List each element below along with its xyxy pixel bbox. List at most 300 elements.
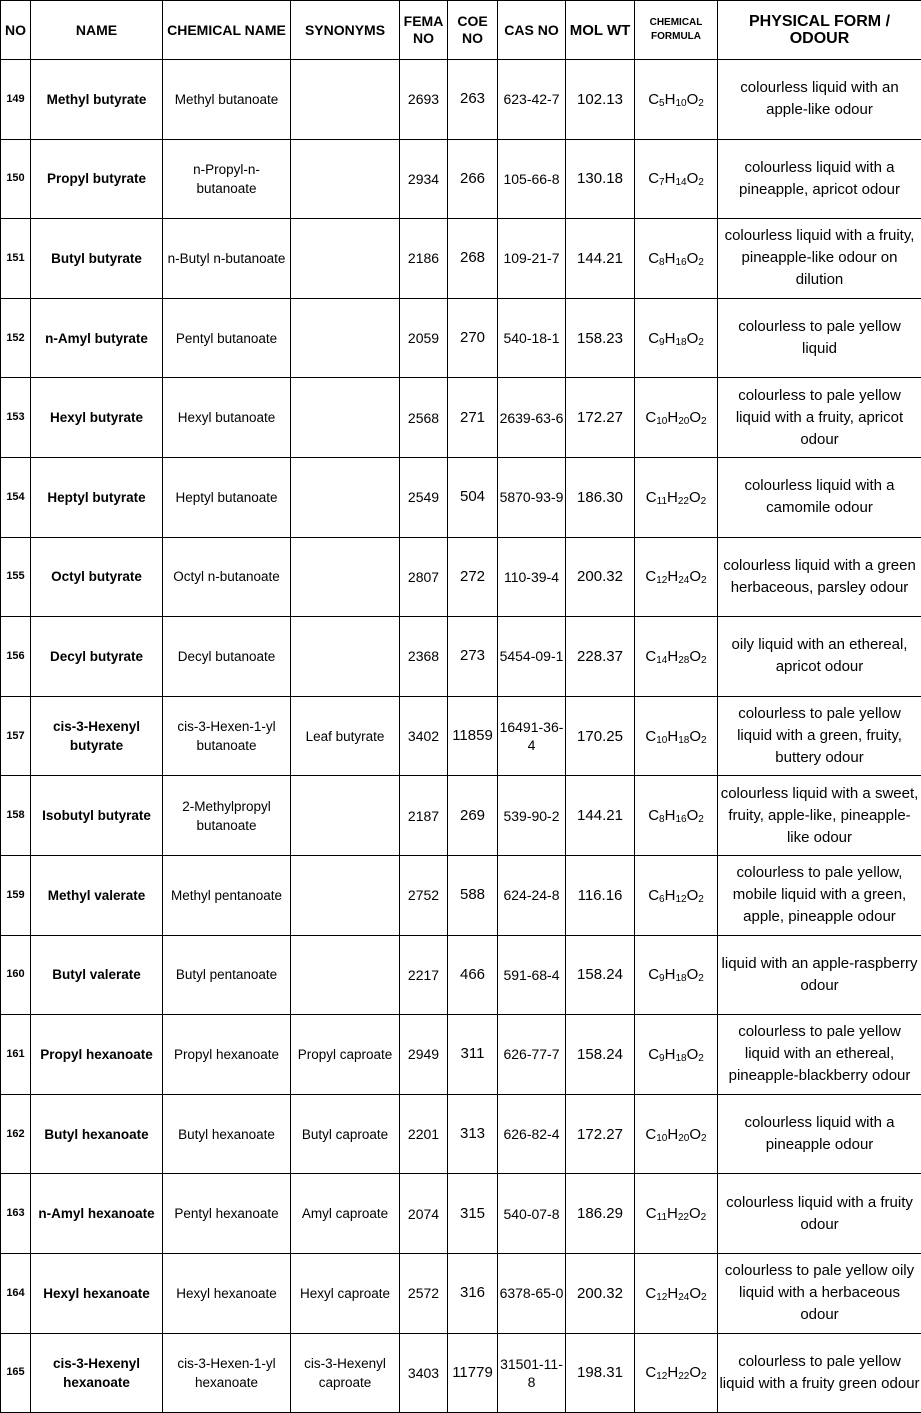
cell-chemical-formula	[635, 617, 718, 697]
table-row	[1, 219, 921, 299]
cell-chemical-name: 2-Methylpropyl butanoate	[163, 776, 291, 856]
cell-no: 154	[1, 457, 31, 537]
cell-chemical-name: Pentyl butanoate	[163, 298, 291, 378]
formula-element: C	[648, 1046, 659, 1063]
cell-synonyms	[291, 776, 400, 856]
formula-element: H	[667, 1126, 678, 1143]
formula-count: 20	[678, 416, 689, 427]
formula-element: C	[648, 330, 659, 347]
formula-element: O	[687, 250, 699, 267]
cell-fema-no: 2949	[400, 1015, 448, 1095]
cell-name: Decyl butyrate	[31, 617, 163, 697]
cell-fema-no: 2934	[400, 139, 448, 219]
cell-no: 164	[1, 1253, 31, 1333]
formula-count: 28	[678, 655, 689, 666]
table-row	[1, 537, 921, 617]
cell-synonyms	[291, 457, 400, 537]
cell-synonyms	[291, 139, 400, 219]
formula-element: H	[667, 1285, 678, 1302]
formula-element: H	[665, 887, 676, 904]
formula-element: H	[667, 728, 678, 745]
formula-count: 18	[675, 1053, 686, 1064]
cell-mol-wt: 172.27	[566, 1094, 635, 1174]
cell-chemical-formula	[635, 1253, 718, 1333]
formula-element: C	[645, 409, 656, 426]
cell-fema-no: 2201	[400, 1094, 448, 1174]
cell-no: 152	[1, 298, 31, 378]
cell-mol-wt: 170.25	[566, 696, 635, 776]
table-row	[1, 776, 921, 856]
formula-element: O	[687, 170, 699, 187]
cell-coe-no: 11779	[448, 1333, 498, 1413]
cell-coe-no: 316	[448, 1253, 498, 1333]
formula-element: H	[667, 489, 678, 506]
cell-chemical-formula	[635, 219, 718, 299]
table-row	[1, 139, 921, 219]
cell-chemical-name: n-Butyl n-butanoate	[163, 219, 291, 299]
cell-chemical-name: Butyl pentanoate	[163, 935, 291, 1015]
cell-synonyms	[291, 617, 400, 697]
cell-cas-no: 109-21-7	[498, 219, 566, 299]
cell-chemical-formula	[635, 60, 718, 140]
formula-count: 22	[678, 1212, 689, 1223]
cell-no: 159	[1, 855, 31, 935]
cell-fema-no: 2549	[400, 457, 448, 537]
formula-count: 8	[659, 814, 665, 825]
cell-cas-no: 2639-63-6	[498, 378, 566, 458]
table-row	[1, 378, 921, 458]
table-body	[1, 60, 921, 1413]
formula-count: 2	[698, 973, 704, 984]
cell-name: n-Amyl butyrate	[31, 298, 163, 378]
formula-element: O	[687, 330, 699, 347]
cell-cas-no: 591-68-4	[498, 935, 566, 1015]
cell-chemical-name: Methyl butanoate	[163, 60, 291, 140]
formula-element: O	[689, 648, 701, 665]
cell-physical-form: colourless liquid with a camomile odour	[718, 457, 921, 537]
formula-count: 24	[678, 575, 689, 586]
cell-mol-wt: 116.16	[566, 855, 635, 935]
cell-mol-wt: 186.29	[566, 1174, 635, 1254]
cell-chemical-name: n-Propyl-n-butanoate	[163, 139, 291, 219]
cell-name: Octyl butyrate	[31, 537, 163, 617]
formula-element: H	[665, 1046, 676, 1063]
formula-count: 10	[656, 735, 667, 746]
cell-mol-wt: 130.18	[566, 139, 635, 219]
cell-physical-form: colourless liquid with a fruity, pineapple-like odour on dilution	[718, 219, 921, 299]
cell-mol-wt: 144.21	[566, 219, 635, 299]
cell-fema-no: 2186	[400, 219, 448, 299]
formula-count: 24	[678, 1292, 689, 1303]
formula-count: 2	[701, 1371, 707, 1382]
cell-mol-wt: 102.13	[566, 60, 635, 140]
cell-physical-form: colourless liquid with an apple-like odour	[718, 60, 921, 140]
cell-chemical-formula	[635, 457, 718, 537]
header-synonyms: SYNONYMS	[291, 1, 400, 60]
cell-physical-form: colourless to pale yellow liquid	[718, 298, 921, 378]
formula-element: O	[687, 91, 699, 108]
cell-mol-wt: 158.24	[566, 1015, 635, 1095]
cell-no: 161	[1, 1015, 31, 1095]
cell-physical-form: colourless liquid with a pineapple, apricot odour	[718, 139, 921, 219]
cell-chemical-name: Octyl n-butanoate	[163, 537, 291, 617]
cell-fema-no: 2059	[400, 298, 448, 378]
cell-fema-no: 2807	[400, 537, 448, 617]
formula-element: O	[689, 1205, 701, 1222]
table-row	[1, 855, 921, 935]
table-row	[1, 935, 921, 1015]
cell-name: Isobutyl butyrate	[31, 776, 163, 856]
header-row	[1, 1, 921, 60]
formula-element: C	[645, 568, 656, 585]
formula-element: H	[667, 568, 678, 585]
formula-count: 10	[656, 1133, 667, 1144]
cell-chemical-formula	[635, 1174, 718, 1254]
cell-physical-form: oily liquid with an ethereal, apricot odour	[718, 617, 921, 697]
formula-element: C	[646, 1205, 657, 1222]
formula-element: O	[687, 1046, 699, 1063]
formula-count: 10	[675, 98, 686, 109]
cell-coe-no: 270	[448, 298, 498, 378]
cell-fema-no: 2074	[400, 1174, 448, 1254]
cell-coe-no: 272	[448, 537, 498, 617]
cell-chemical-name: Methyl pentanoate	[163, 855, 291, 935]
formula-count: 2	[701, 735, 707, 746]
cell-cas-no: 5454-09-1	[498, 617, 566, 697]
cell-fema-no: 2217	[400, 935, 448, 1015]
table-row	[1, 1253, 921, 1333]
cell-cas-no: 6378-65-0	[498, 1253, 566, 1333]
formula-element: C	[648, 807, 659, 824]
cell-cas-no: 110-39-4	[498, 537, 566, 617]
table-row	[1, 1174, 921, 1254]
cell-cas-no: 624-24-8	[498, 855, 566, 935]
cell-no: 163	[1, 1174, 31, 1254]
header-chemical-formula: CHEMICAL FORMULA	[635, 1, 718, 60]
cell-physical-form: colourless to pale yellow oily liquid with a herbaceous odour	[718, 1253, 921, 1333]
formula-element: H	[667, 648, 678, 665]
cell-physical-form: colourless to pale yellow liquid with a green, fruity, buttery odour	[718, 696, 921, 776]
formula-element: O	[687, 966, 699, 983]
cell-fema-no: 2752	[400, 855, 448, 935]
formula-element: O	[689, 1364, 701, 1381]
cell-coe-no: 466	[448, 935, 498, 1015]
cell-mol-wt: 228.37	[566, 617, 635, 697]
formula-element: H	[665, 330, 676, 347]
cell-chemical-formula	[635, 1333, 718, 1413]
cell-mol-wt: 186.30	[566, 457, 635, 537]
cell-chemical-formula	[635, 378, 718, 458]
formula-count: 12	[675, 894, 686, 905]
formula-element: H	[667, 1205, 678, 1222]
cell-cas-no: 626-82-4	[498, 1094, 566, 1174]
formula-count: 22	[678, 1371, 689, 1382]
cell-coe-no: 268	[448, 219, 498, 299]
header-name: NAME	[31, 1, 163, 60]
cell-mol-wt: 144.21	[566, 776, 635, 856]
formula-element: C	[648, 250, 659, 267]
cell-chemical-formula	[635, 1094, 718, 1174]
formula-element: C	[645, 728, 656, 745]
cell-name: Propyl butyrate	[31, 139, 163, 219]
cell-no: 151	[1, 219, 31, 299]
cell-no: 153	[1, 378, 31, 458]
formula-count: 9	[659, 973, 665, 984]
formula-count: 10	[656, 416, 667, 427]
cell-physical-form: colourless liquid with a green herbaceous, parsley odour	[718, 537, 921, 617]
cell-cas-no: 31501-11-8	[498, 1333, 566, 1413]
cell-synonyms	[291, 298, 400, 378]
formula-element: H	[665, 170, 676, 187]
cell-name: cis-3-Hexenyl hexanoate	[31, 1333, 163, 1413]
cell-physical-form: colourless liquid with a sweet, fruity, apple-like, pineapple-like odour	[718, 776, 921, 856]
formula-count: 16	[675, 257, 686, 268]
cell-fema-no: 2572	[400, 1253, 448, 1333]
formula-count: 2	[698, 177, 704, 188]
cell-name: Butyl butyrate	[31, 219, 163, 299]
cell-chemical-name: Hexyl hexanoate	[163, 1253, 291, 1333]
cell-synonyms	[291, 219, 400, 299]
cell-synonyms	[291, 855, 400, 935]
cell-no: 150	[1, 139, 31, 219]
cell-chemical-formula	[635, 139, 718, 219]
header-cas-no: CAS NO	[498, 1, 566, 60]
cell-chemical-formula	[635, 696, 718, 776]
formula-element: O	[689, 1126, 701, 1143]
cell-coe-no: 313	[448, 1094, 498, 1174]
table-row	[1, 1333, 921, 1413]
formula-count: 2	[701, 575, 707, 586]
formula-element: O	[687, 807, 699, 824]
formula-element: C	[648, 966, 659, 983]
cell-physical-form: colourless to pale yellow liquid with a fruity, apricot odour	[718, 378, 921, 458]
cell-synonyms	[291, 537, 400, 617]
formula-count: 11	[657, 496, 667, 507]
cell-no: 160	[1, 935, 31, 1015]
cell-chemical-name: Propyl hexanoate	[163, 1015, 291, 1095]
cell-chemical-name: Hexyl butanoate	[163, 378, 291, 458]
formula-element: O	[689, 1285, 701, 1302]
cell-coe-no: 266	[448, 139, 498, 219]
formula-element: C	[645, 1285, 656, 1302]
cell-name: Methyl butyrate	[31, 60, 163, 140]
cell-chemical-name: Pentyl hexanoate	[163, 1174, 291, 1254]
cell-fema-no: 3402	[400, 696, 448, 776]
cell-synonyms: Leaf butyrate	[291, 696, 400, 776]
formula-count: 14	[675, 177, 686, 188]
cell-synonyms: Butyl caproate	[291, 1094, 400, 1174]
formula-count: 2	[701, 655, 707, 666]
cell-cas-no: 5870-93-9	[498, 457, 566, 537]
table-row	[1, 1015, 921, 1095]
cell-synonyms	[291, 378, 400, 458]
cell-no: 157	[1, 696, 31, 776]
cell-name: n-Amyl hexanoate	[31, 1174, 163, 1254]
cell-no: 165	[1, 1333, 31, 1413]
formula-count: 11	[657, 1212, 667, 1223]
cell-fema-no: 2187	[400, 776, 448, 856]
formula-count: 16	[675, 814, 686, 825]
cell-cas-no: 540-07-8	[498, 1174, 566, 1254]
cell-chemical-formula	[635, 935, 718, 1015]
cell-chemical-formula	[635, 1015, 718, 1095]
cell-cas-no: 626-77-7	[498, 1015, 566, 1095]
formula-count: 18	[675, 337, 686, 348]
cell-name: Propyl hexanoate	[31, 1015, 163, 1095]
cell-chemical-name: Decyl butanoate	[163, 617, 291, 697]
cell-coe-no: 504	[448, 457, 498, 537]
formula-element: O	[689, 568, 701, 585]
cell-no: 158	[1, 776, 31, 856]
formula-count: 12	[656, 575, 667, 586]
cell-synonyms: Amyl caproate	[291, 1174, 400, 1254]
formula-count: 12	[656, 1292, 667, 1303]
cell-mol-wt: 200.32	[566, 1253, 635, 1333]
formula-count: 2	[698, 98, 704, 109]
formula-element: C	[648, 91, 659, 108]
formula-element: O	[689, 489, 701, 506]
cell-no: 162	[1, 1094, 31, 1174]
cell-chemical-formula	[635, 776, 718, 856]
formula-element: H	[665, 91, 676, 108]
cell-chemical-name: Butyl hexanoate	[163, 1094, 291, 1174]
formula-element: C	[648, 170, 659, 187]
formula-count: 2	[701, 416, 707, 427]
cell-cas-no: 623-42-7	[498, 60, 566, 140]
cell-name: cis-3-Hexenyl butyrate	[31, 696, 163, 776]
formula-element: O	[687, 887, 699, 904]
cell-physical-form: colourless liquid with a fruity odour	[718, 1174, 921, 1254]
formula-count: 18	[675, 973, 686, 984]
cell-coe-no: 269	[448, 776, 498, 856]
cell-synonyms: Propyl caproate	[291, 1015, 400, 1095]
cell-mol-wt: 158.24	[566, 935, 635, 1015]
cell-name: Butyl hexanoate	[31, 1094, 163, 1174]
header-chemical-name: CHEMICAL NAME	[163, 1, 291, 60]
formula-element: H	[667, 1364, 678, 1381]
formula-element: H	[665, 966, 676, 983]
cell-synonyms: Hexyl caproate	[291, 1253, 400, 1333]
formula-count: 2	[701, 496, 707, 507]
cell-cas-no: 540-18-1	[498, 298, 566, 378]
cell-physical-form: colourless to pale yellow, mobile liquid with a green, apple, pineapple odour	[718, 855, 921, 935]
formula-element: H	[667, 409, 678, 426]
formula-count: 2	[701, 1212, 707, 1223]
cell-coe-no: 11859	[448, 696, 498, 776]
cell-no: 149	[1, 60, 31, 140]
cell-fema-no: 2368	[400, 617, 448, 697]
formula-element: C	[645, 1364, 656, 1381]
formula-element: O	[689, 409, 701, 426]
cell-physical-form: colourless liquid with a pineapple odour	[718, 1094, 921, 1174]
formula-element: C	[645, 648, 656, 665]
cell-no: 155	[1, 537, 31, 617]
formula-count: 7	[659, 177, 665, 188]
cell-cas-no: 16491-36-4	[498, 696, 566, 776]
formula-count: 9	[659, 1053, 665, 1064]
formula-count: 5	[659, 98, 665, 109]
cell-chemical-name: Heptyl butanoate	[163, 457, 291, 537]
cell-fema-no: 3403	[400, 1333, 448, 1413]
formula-count: 2	[698, 337, 704, 348]
cell-chemical-formula	[635, 855, 718, 935]
cell-chemical-name: cis-3-Hexen-1-yl butanoate	[163, 696, 291, 776]
cell-fema-no: 2568	[400, 378, 448, 458]
table-row	[1, 457, 921, 537]
table-row	[1, 617, 921, 697]
formula-count: 8	[659, 257, 665, 268]
cell-cas-no: 539-90-2	[498, 776, 566, 856]
table-row	[1, 60, 921, 140]
header-mol-wt: MOL WT	[566, 1, 635, 60]
cell-cas-no: 105-66-8	[498, 139, 566, 219]
formula-count: 18	[678, 735, 689, 746]
header-coe-no: COE NO	[448, 1, 498, 60]
formula-count: 14	[656, 655, 667, 666]
formula-count: 9	[659, 337, 665, 348]
cell-physical-form: colourless to pale yellow liquid with an ethereal, pineapple-blackberry odour	[718, 1015, 921, 1095]
cell-mol-wt: 158.23	[566, 298, 635, 378]
cell-name: Heptyl butyrate	[31, 457, 163, 537]
formula-element: H	[665, 250, 676, 267]
cell-coe-no: 311	[448, 1015, 498, 1095]
formula-count: 2	[698, 814, 704, 825]
header-no: NO	[1, 1, 31, 60]
table-row	[1, 1094, 921, 1174]
formula-element: O	[689, 728, 701, 745]
header-fema-no: FEMA NO	[400, 1, 448, 60]
formula-count: 22	[678, 496, 689, 507]
cell-mol-wt: 198.31	[566, 1333, 635, 1413]
cell-chemical-formula	[635, 298, 718, 378]
cell-chemical-formula	[635, 537, 718, 617]
cell-coe-no: 263	[448, 60, 498, 140]
formula-count: 2	[701, 1133, 707, 1144]
formula-element: C	[648, 887, 659, 904]
cell-no: 156	[1, 617, 31, 697]
formula-count: 6	[659, 894, 665, 905]
cell-synonyms: cis-3-Hexenyl caproate	[291, 1333, 400, 1413]
formula-count: 12	[656, 1371, 667, 1382]
formula-count: 2	[698, 894, 704, 905]
cell-synonyms	[291, 935, 400, 1015]
formula-count: 2	[698, 1053, 704, 1064]
formula-count: 20	[678, 1133, 689, 1144]
formula-count: 2	[701, 1292, 707, 1303]
cell-fema-no: 2693	[400, 60, 448, 140]
table-row	[1, 696, 921, 776]
formula-element: C	[646, 489, 657, 506]
cell-name: Hexyl butyrate	[31, 378, 163, 458]
formula-element: C	[645, 1126, 656, 1143]
cell-name: Methyl valerate	[31, 855, 163, 935]
cell-coe-no: 271	[448, 378, 498, 458]
cell-physical-form: liquid with an apple-raspberry odour	[718, 935, 921, 1015]
cell-mol-wt: 200.32	[566, 537, 635, 617]
cell-synonyms	[291, 60, 400, 140]
cell-chemical-name: cis-3-Hexen-1-yl hexanoate	[163, 1333, 291, 1413]
formula-count: 2	[698, 257, 704, 268]
cell-name: Hexyl hexanoate	[31, 1253, 163, 1333]
formula-element: H	[665, 807, 676, 824]
cell-coe-no: 588	[448, 855, 498, 935]
cell-mol-wt: 172.27	[566, 378, 635, 458]
cell-physical-form: colourless to pale yellow liquid with a fruity green odour	[718, 1333, 921, 1413]
header-physical-form: PHYSICAL FORM / ODOUR	[718, 1, 921, 60]
cell-coe-no: 273	[448, 617, 498, 697]
cell-coe-no: 315	[448, 1174, 498, 1254]
table-row	[1, 298, 921, 378]
